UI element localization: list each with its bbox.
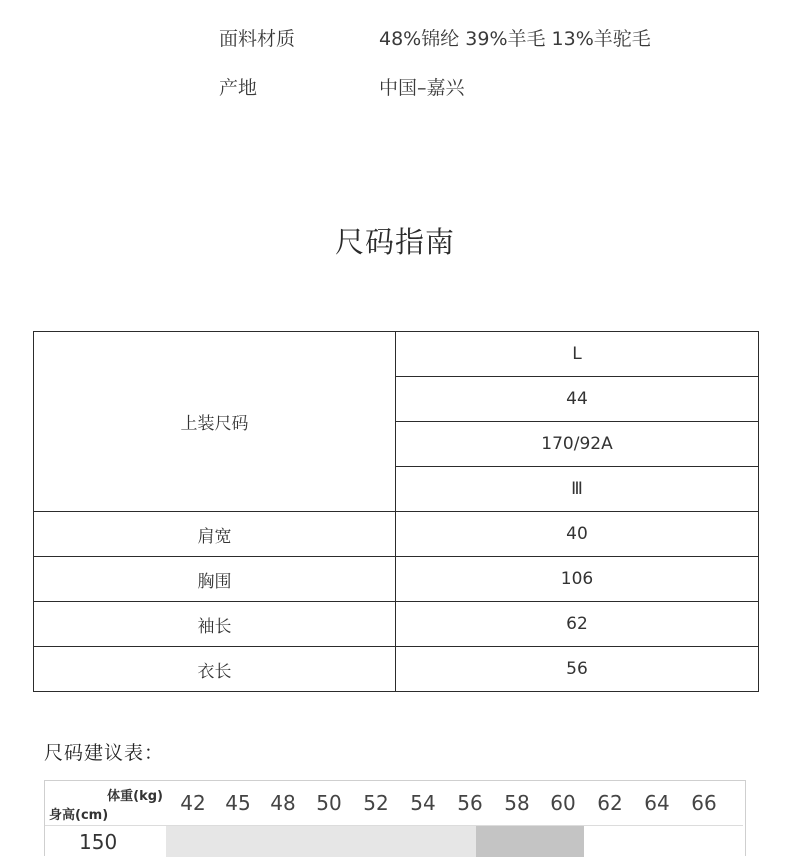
top-size-label: 上装尺码 bbox=[34, 332, 396, 512]
weight-col: 54 bbox=[410, 791, 436, 815]
weight-col: 42 bbox=[180, 791, 206, 815]
size-range-cell bbox=[166, 826, 296, 857]
size-range-cell bbox=[476, 826, 584, 857]
weight-col: 52 bbox=[363, 791, 389, 815]
recommendation-table bbox=[44, 780, 746, 856]
weight-col: 62 bbox=[597, 791, 623, 815]
size-guide-title: 尺码指南 bbox=[334, 225, 455, 259]
spec-label: 产地 bbox=[219, 77, 258, 99]
measurement-value: 62 bbox=[396, 602, 759, 647]
measurement-label: 肩宽 bbox=[34, 512, 396, 557]
recommendation-header bbox=[45, 781, 743, 825]
weight-col: 58 bbox=[504, 791, 530, 815]
weight-col: 66 bbox=[691, 791, 717, 815]
weight-col: 64 bbox=[644, 791, 670, 815]
weight-header: 体重(kg) bbox=[107, 789, 163, 804]
top-size-value: L bbox=[396, 332, 759, 377]
size-range-cell bbox=[296, 826, 476, 857]
top-size-value: 44 bbox=[396, 377, 759, 422]
weight-col: 48 bbox=[270, 791, 296, 815]
spec-value: 中国–嘉兴 bbox=[379, 77, 465, 99]
top-size-value: Ⅲ bbox=[396, 467, 759, 512]
measurement-value: 40 bbox=[396, 512, 759, 557]
measurement-value: 56 bbox=[396, 647, 759, 692]
weight-col: 56 bbox=[457, 791, 483, 815]
height-header: 身高(cm) bbox=[49, 808, 109, 823]
recommendation-title: 尺码建议表： bbox=[44, 742, 165, 764]
measurement-label: 袖长 bbox=[34, 602, 396, 647]
spec-label: 面料材质 bbox=[219, 28, 296, 50]
spec-value: 48%锦纶 39%羊毛 13%羊驼毛 bbox=[379, 28, 651, 50]
measurement-label: 衣长 bbox=[34, 647, 396, 692]
height-value: 150 bbox=[79, 830, 118, 854]
size-table bbox=[33, 331, 759, 692]
header-corner bbox=[45, 781, 165, 825]
top-size-value: 170/92A bbox=[396, 422, 759, 467]
weight-col: 60 bbox=[550, 791, 576, 815]
weight-col: 50 bbox=[316, 791, 342, 815]
measurement-value: 106 bbox=[396, 557, 759, 602]
measurement-label: 胸围 bbox=[34, 557, 396, 602]
weight-col: 45 bbox=[225, 791, 251, 815]
height-row bbox=[45, 825, 743, 857]
